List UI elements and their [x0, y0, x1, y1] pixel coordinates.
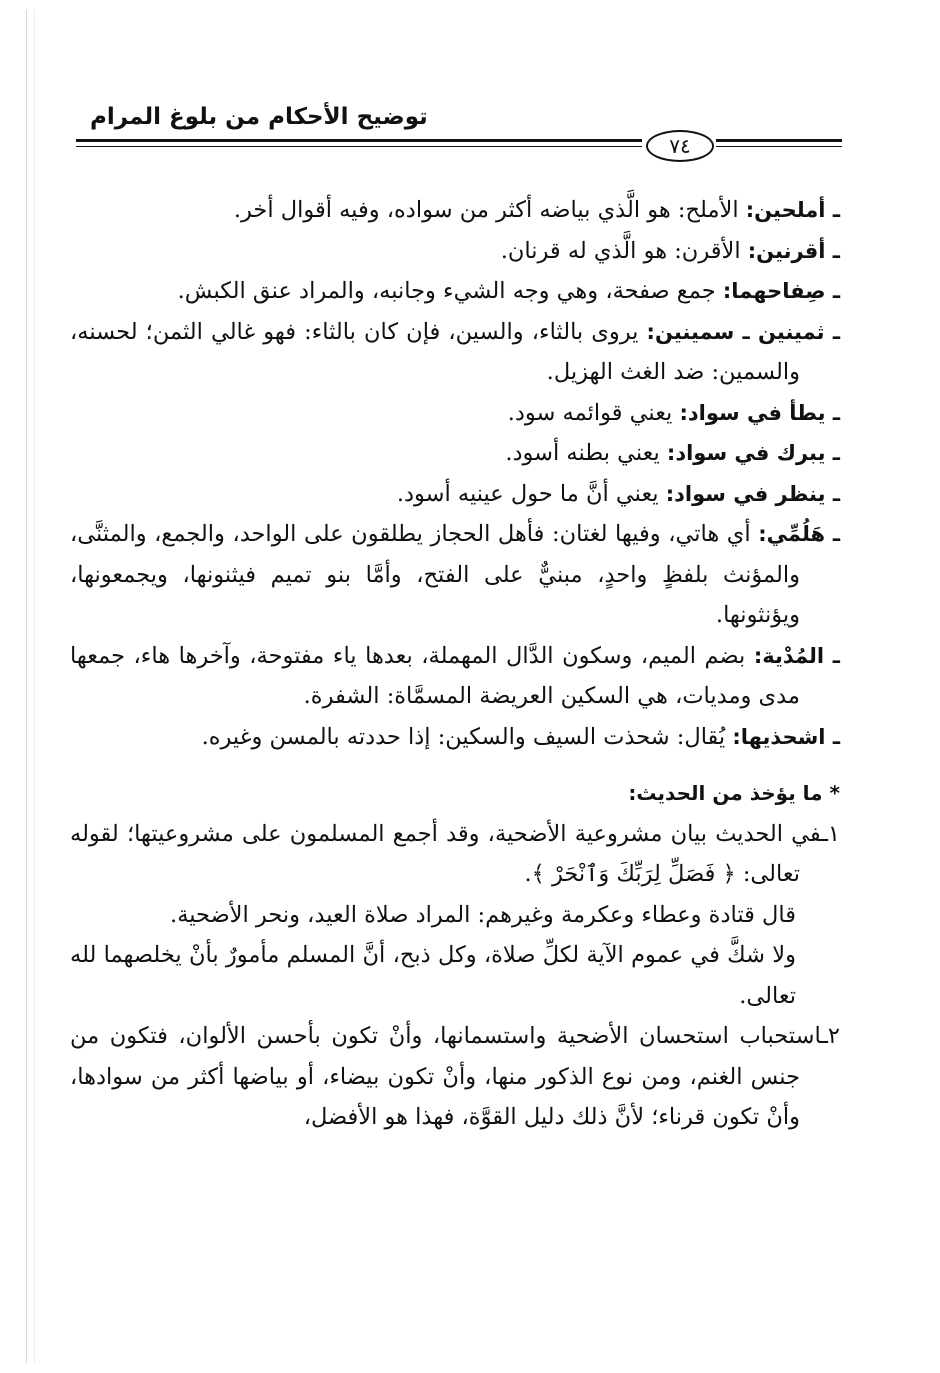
glossary-entry: [70, 312, 840, 393]
running-header-title: توضيح الأحكام من بلوغ المرام: [90, 104, 428, 130]
glossary-term: ـ يبرك في سواد:: [666, 441, 840, 465]
glossary-definition: يروى بالثاء، والسين، فإن كان بالثاء: فهو غالي الثمن؛ لحسنه، والسمين: ضد الغث الهزيل.: [70, 318, 800, 385]
page-body: [70, 190, 840, 1138]
glossary-entry: [70, 393, 840, 434]
glossary-entry: [70, 636, 840, 717]
glossary-entry: [70, 231, 840, 272]
glossary-term: ـ ينظر في سواد:: [665, 481, 840, 506]
numbered-point: [70, 1016, 840, 1138]
header-rule-right-thin: [716, 146, 842, 147]
glossary-definition: يُقال: شحذت السيف والسكين: إذا حددته بالمسن وغيره.: [201, 723, 733, 750]
glossary-term: ـ أملحين:: [745, 198, 840, 222]
glossary-term: ـ هَلُمِّي:: [758, 522, 840, 546]
glossary-term: ـ ثمينين ـ سمينين:: [646, 319, 840, 344]
numbered-point: [70, 814, 840, 895]
glossary-entry: [70, 474, 840, 515]
glossary-term: ـ صِفاحهما:: [722, 279, 840, 303]
glossary-definition: يعني بطنه أسود.: [505, 440, 667, 466]
header-rule-left-thick: [76, 139, 642, 142]
glossary-term: ـ أقرنين:: [747, 238, 840, 263]
point-text: في الحديث بيان مشروعية الأضحية، وقد أجمع المسلمون على مشروعيتها؛ لقوله تعالى: ﴿ فَصَلِّ لِرَبِّكَ وَٱنْحَرْ ﴾.: [70, 820, 822, 887]
section-heading: * ما يؤخذ من الحديث:: [628, 781, 840, 805]
glossary-entry: [70, 514, 840, 636]
glossary-definition: أي هاتي، وفيها لغتان: فأهل الحجاز يطلقون على الواحد، والجمع، والمثنَّى، والمؤنث بلفظٍ واحدٍ، مبنيٌّ على الفتح، وأمَّا بنو تميم فيثنونها، ويجمعونها، ويؤنثونها.: [70, 521, 800, 628]
page-scan-edge-inner: [34, 10, 35, 1363]
header-rule-right-thick: [716, 139, 842, 142]
point-number: ٢ـ: [821, 1023, 840, 1049]
glossary-entry: [70, 190, 840, 231]
glossary-term: ـ اشحذيها:: [732, 724, 840, 749]
glossary-definition: الأملح: هو الَّذي بياضه أكثر من سواده، وفيه أقوال أخر.: [233, 197, 746, 223]
point-number: ١ـ: [821, 820, 840, 847]
header-rule-left-thin: [76, 146, 642, 147]
glossary-definition: يعني أنَّ ما حول عينيه أسود.: [396, 480, 666, 507]
page-number: ٧٤: [646, 130, 714, 162]
glossary-definition: يعني قوائمه سود.: [507, 399, 680, 426]
glossary-entry: [70, 717, 840, 758]
glossary-definition: الأقرن: هو الَّذي له قرنان.: [500, 237, 748, 264]
glossary-definition: بضم الميم، وسكون الدَّال المهملة، بعدها ياء مفتوحة، وآخرها هاء، جمعها مدى ومديات، هي السكين العريضة المسمَّاة: الشفرة.: [70, 642, 800, 709]
glossary-term: ـ المُدْية:: [753, 643, 840, 668]
glossary-entry: [70, 433, 840, 474]
page-scan-edge: [26, 10, 27, 1363]
point-continuation: قال قتادة وعطاء وعكرمة وغيرهم: المراد صلاة العيد، ونحر الأضحية.: [170, 901, 796, 928]
glossary-entry: [70, 271, 840, 312]
point-continuation: ولا شكَّ في عموم الآية لكلِّ صلاة، وكل ذبح، أنَّ المسلم مأمورٌ بأنْ يخلصهما لله تعالى.: [70, 942, 796, 1009]
glossary-definition: جمع صفحة، وهي وجه الشيء وجانبه، والمراد عنق الكبش.: [177, 278, 723, 304]
glossary-term: ـ يطأ في سواد:: [679, 400, 840, 425]
point-text: استحباب استحسان الأضحية واستسمانها، وأنْ تكون بأحسن الألوان، فتكون من جنس الغنم، ومن نوع الذكور منها، وأنْ تكون بيضاء، أو بياضها أكثر من سوادها، وأنْ تكون قرناء؛ لأنَّ ذلك دليل القوَّة، فهذا هو الأفضل،: [70, 1023, 822, 1130]
